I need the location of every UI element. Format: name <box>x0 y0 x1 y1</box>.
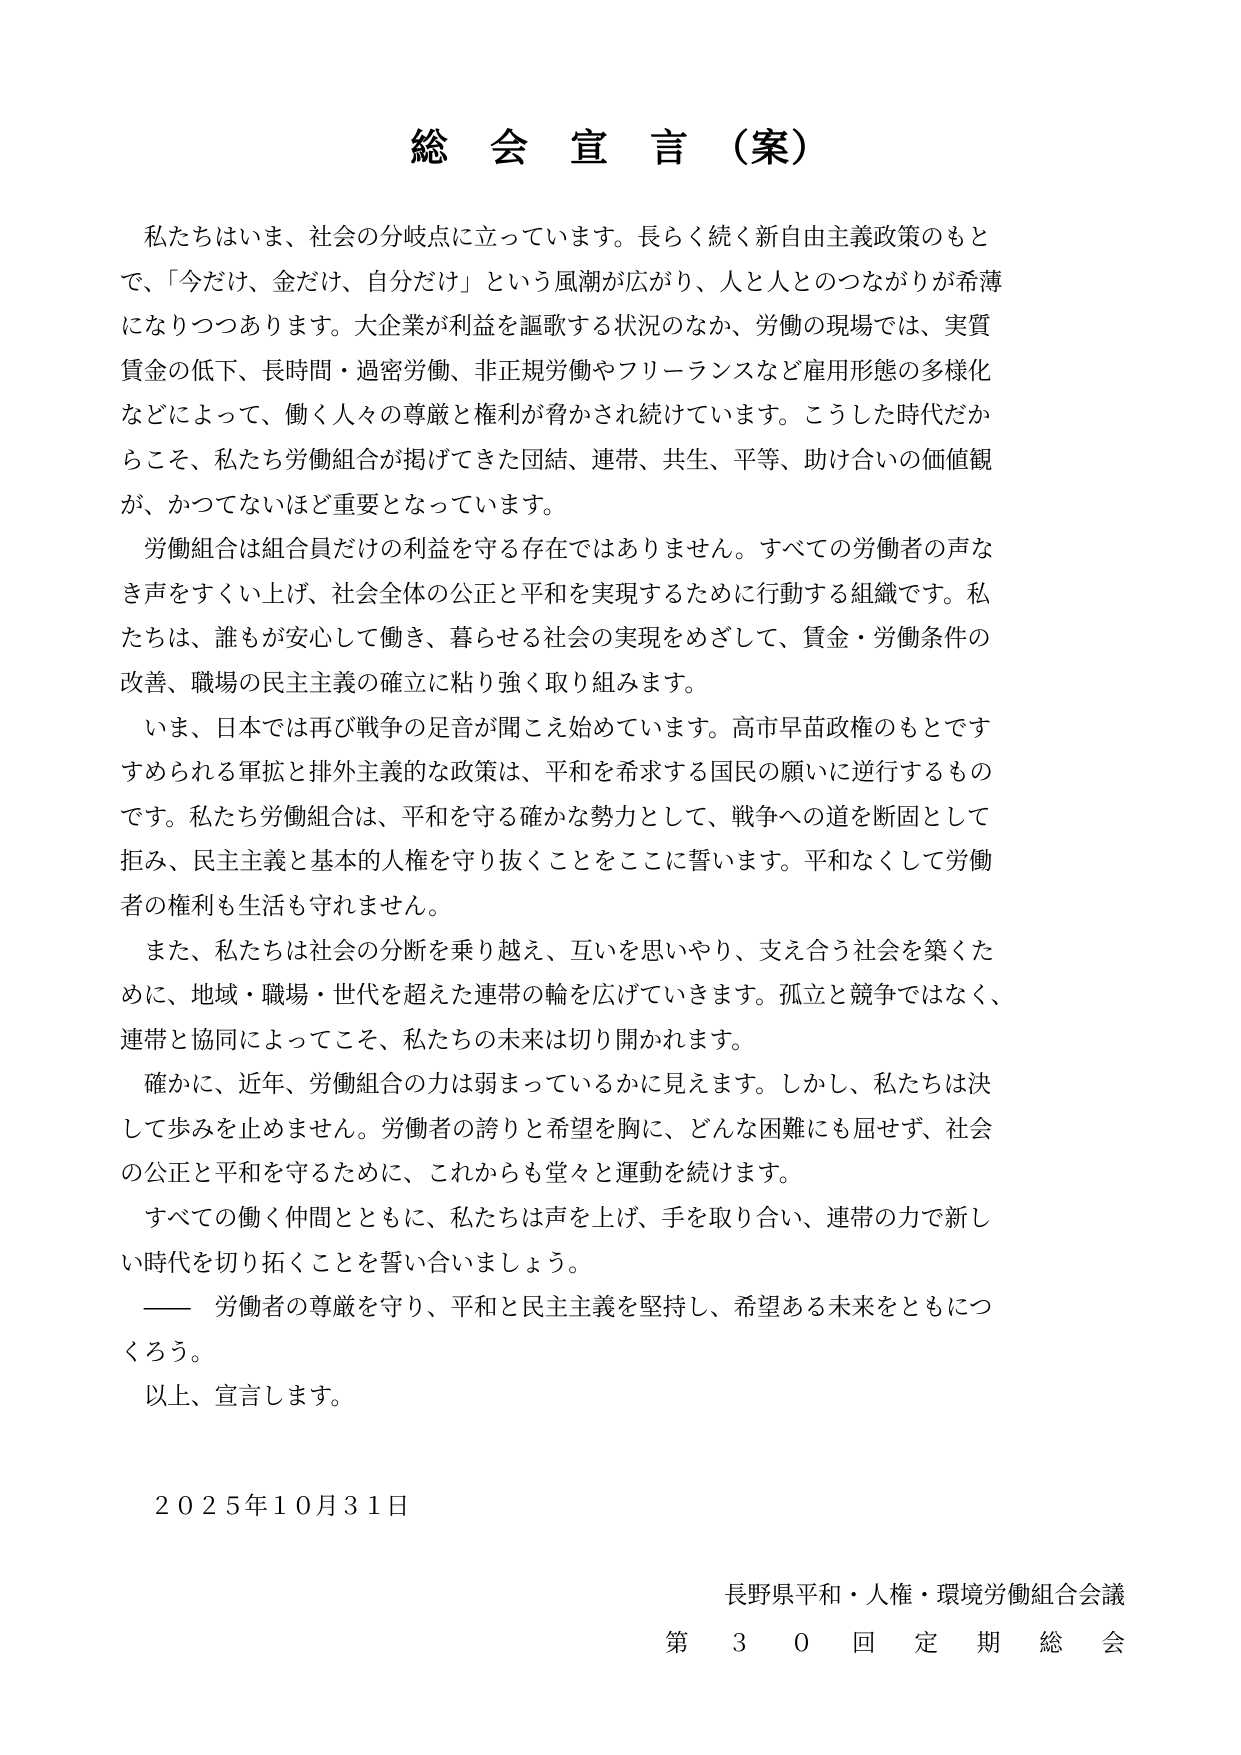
document-title: 総 会 宣 言 （案） <box>409 126 831 170</box>
body-line: 賃金の低下、長時間・過密労働、非正規労働やフリーランスなど雇用形態の多様化 <box>120 356 992 385</box>
body-line: 私たちはいま、社会の分岐点に立っています。長らく続く新自由主義政策のもと <box>120 223 992 251</box>
body-line: また、私たちは社会の分断を乗り越え、互いを思いやり、支え合う社会を築くた <box>120 936 995 965</box>
body-line: い時代を切り拓くことを誓い合いましょう。 <box>120 1248 592 1277</box>
body-line: 連帯と協同によってこそ、私たちの未来は切り開かれます。 <box>120 1025 755 1054</box>
body-line: の公正と平和を守るために、これからも堂々と運動を続けます。 <box>120 1159 803 1188</box>
body-line: めに、地域・職場・世代を超えた連帯の輪を広げていきます。孤立と競争ではなく、 <box>120 981 1015 1010</box>
meeting-char: 総 <box>1039 1629 1063 1657</box>
body-line: き声をすくい上げ、社会全体の公正と平和を実現するために行動する組織です。私 <box>120 579 991 608</box>
body-line: たちは、誰もが安心して働き、暮らせる社会の実現をめざして、賃金・労働条件の <box>120 624 991 653</box>
meeting-char: 第 <box>665 1629 689 1657</box>
body-line: 確かに、近年、労働組合の力は弱まっているかに見えます。しかし、私たちは決 <box>120 1070 992 1099</box>
declaration-body <box>120 215 1125 1419</box>
body-line: 者の権利も生活も守れません。 <box>120 891 452 920</box>
body-line: すべての働く仲間とともに、私たちは声を上げ、手を取り合い、連帯の力で新し <box>120 1204 992 1233</box>
organization-name: 長野県平和・人権・環境労働組合会議 <box>723 1581 1125 1609</box>
meeting-name <box>665 1619 1125 1667</box>
meeting-char: 期 <box>976 1629 1001 1657</box>
body-line: くろう。 <box>120 1337 215 1366</box>
body-line: いま、日本では再び戦争の足音が聞こえ始めています。高市早苗政権のもとです <box>120 713 992 742</box>
meeting-char: 回 <box>852 1629 876 1657</box>
body-line: して歩みを止めません。労働者の誇りと希望を胸に、どんな困難にも屈せず、社会 <box>120 1114 993 1143</box>
body-line: ―― 労働者の尊厳を守り、平和と民主主義を堅持し、希望ある未来をともにつ <box>120 1293 993 1322</box>
body-line: 改善、職場の民主主義の確立に粘り強く取り組みます。 <box>120 668 708 697</box>
signature-block <box>665 1571 1125 1667</box>
body-line: になりつつあります。大企業が利益を謳歌する状況のなか、労働の現場では、実質 <box>120 312 992 341</box>
meeting-char: ３ <box>727 1629 751 1657</box>
declaration-date: ２０２５年１０月３１日 <box>150 1492 410 1520</box>
body-line: 労働組合は組合員だけの利益を守る存在ではありません。すべての労働者の声な <box>120 535 994 564</box>
body-line: らこそ、私たち労働組合が掲げてきた団結、連帯、共生、平等、助け合いの価値観 <box>120 445 993 474</box>
body-line: すめられる軍拡と排外主義的な政策は、平和を希求する国民の願いに逆行するもの <box>120 758 993 787</box>
meeting-char: ０ <box>789 1629 814 1657</box>
body-line: 以上、宣言します。 <box>120 1382 355 1411</box>
body-line: 拒み、民主主義と基本的人権を守り抜くことをここに誓います。平和なくして労働 <box>120 847 993 876</box>
body-line: が、かつてないほど重要となっています。 <box>120 490 567 519</box>
body-line: で、「今だけ、金だけ、自分だけ」という風潮が広がり、人と人とのつながりが希薄 <box>120 267 1003 296</box>
body-line: などによって、働く人々の尊厳と権利が脅かされ続けています。こうした時代だか <box>120 401 991 430</box>
meeting-char: 定 <box>914 1629 938 1657</box>
body-line: です。私たち労働組合は、平和を守る確かな勢力として、戦争への道を断固として <box>120 802 991 831</box>
meeting-char: 会 <box>1101 1629 1125 1657</box>
